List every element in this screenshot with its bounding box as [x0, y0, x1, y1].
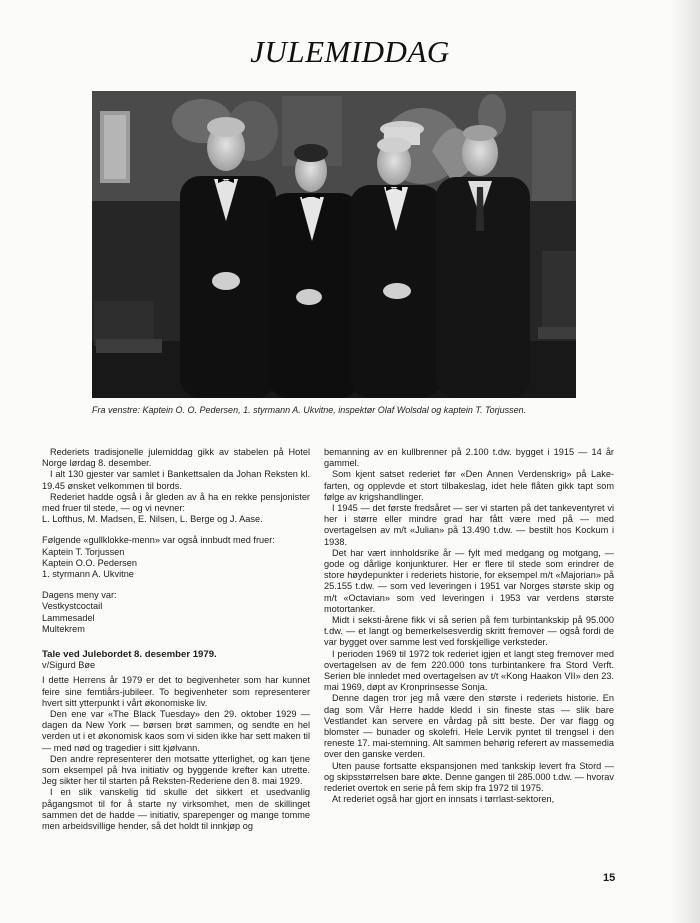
body-paragraph: I 1945 — det første fredsåret — ser vi starten på det tankeventyret vi her i større eller mindre grad har fått være med på — med overtagelsen av m/t «Julian» på 13.490 t.dw. — bestilt hos Kockum i 1938.: [324, 503, 614, 547]
left-column: [42, 447, 310, 832]
body-paragraph: Som kjent satset rederiet før «Den Annen Verdenskrig» på Lake-farten, og opplevde et stort tilbakeslag, idet hele flåten gikk tapt som følge av krigshandlinger.: [324, 469, 614, 502]
menu-item: Vestkystcoctail: [42, 601, 103, 612]
speech-paragraph: I en slik vanskelig tid skulle det sikkert et usedvanlig pågangsmot til for å starte ny virksomhet, men de skillinget sammen det de hadde — initiativ, sparepenger og mange tomme men arbeidsvillige hender, så det holdt til innkjøp og: [42, 787, 310, 832]
menu-item: Lammesadel: [42, 612, 95, 623]
gullklokke-item: Kaptein O.O. Pedersen: [42, 557, 137, 568]
body-paragraph: Midt i seksti-årene fikk vi så serien på fem turbintankskip på 95.000 t.dw. — et langt og bemerkelsesverdig skritt fremover — også fordi de var bygget over samme lest ved forskjellige verksteder.: [324, 615, 614, 648]
photo-caption: Fra venstre: Kaptein O. O. Pedersen, 1. styrmann A. Ukvitne, inspektør Olaf Wolsdal og kaptein T. Torjussen.: [92, 405, 527, 415]
intro-paragraph: I alt 130 gjester var samlet i Bankettsalen da Johan Reksten kl. 19.45 ønsket velkommen til bords.: [42, 469, 310, 491]
page-title: JULEMIDDAG: [250, 34, 450, 69]
speech-title: Tale ved Julebordet 8. desember 1979.: [42, 649, 217, 661]
body-paragraph: Uten pause fortsatte ekspansjonen med tankskip levert fra Stord — og skipsstørrelsen bare økte. Denne gangen til 285.000 t.dw. — hvorav rederiet overtok en serie på fem skip fra 1972 til 1975.: [324, 760, 614, 794]
gullklokke-intro: Følgende «gullklokke-menn» var også innbudt med fruer:: [42, 535, 275, 546]
intro-paragraph: Rederiet hadde også i år gleden av å ha en rekke pensjonister med fruer til stede, — og vi nevner:: [42, 491, 310, 514]
body-paragraph: Det har vært innholdsrike år — fylt med medgang og motgang, — gode og dårlige konjunkturer. Her er flere til stede som erindrer de store høydepunkter i rederiets historie, for eksempel m/t «Majorian» på 25.155 t.dw. — som ved leveringen i 1951 var Norges største skip og m/t «Octavian» som ved leveringen i 1953 var verdens største motortanker.: [324, 547, 614, 614]
body-paragraph: At rederiet også har gjort en innsats i tørrlast-sektoren,: [332, 794, 555, 805]
body-paragraph: bemanning av en kullbrenner på 2.100 t.dw. bygget i 1915 — 14 år gammel.: [324, 447, 614, 469]
group-photo: [92, 91, 576, 398]
intro-paragraph: Rederiets tradisjonelle julemiddag gikk av stabelen på Hotel Norge lørdag 8. desember.: [42, 447, 310, 469]
speech-author: v/Sigurd Bøe: [42, 660, 96, 671]
right-column: [324, 447, 614, 806]
speech-paragraph: I dette Herrens år 1979 er det to begivenheter som har kunnet feire sine femtiårs-jubileer. To begivenheter som representerer hvert sitt ytterpunkt i vårt økonomiske liv.: [42, 675, 310, 708]
body-paragraph: Denne dagen tror jeg må være den største i rederiets historie. En dag som Vår Herre hadde kledd i sin fineste stas — slik bare Vestlandet kan servere en vårdag på sitt beste. Der var flagg og blomster — bunader og skolefri. Hele Lervik pyntet til trengsel i den reneste 17. mai-stemning. Alt sammen behørig referert av massemedia over den ganske verden.: [324, 693, 614, 760]
page-edge-shadow: [670, 0, 700, 923]
pensioners-list: L. Lofthus, M. Madsen, E. Nilsen, L. Berge og J. Aase.: [42, 514, 263, 525]
menu-label: Dagens meny var:: [42, 590, 117, 601]
speech-paragraph: Den ene var «The Black Tuesday» den 29. oktober 1929 — dagen da New York — børsen brøt sammen, og sendte en hel verden ut i et økonomisk kaos som vi siden ikke har sett maken til — med nød og tragedier i sitt kjølvann.: [42, 709, 310, 753]
gullklokke-item: Kaptein T. Torjussen: [42, 546, 125, 557]
body-paragraph: I perioden 1969 til 1972 tok rederiet igjen et langt steg fremover med overtagelsen av de fem 220.000 tons turbintankere fra Stord Verft. Serien ble innledet med overtagelsen av t/t «Kong Haakon VII» den 23. mai 1969, døpt av Kronprinsesse Sonja.: [324, 648, 614, 693]
group-photo-image: [92, 91, 576, 398]
speech-paragraph: Den andre representerer den motsatte ytterlighet, og kan tjene som eksempel på hva initiativ og byggende krefter kan utrette. Jeg sikter her til starten på Reksten-Rederiene den 8. mai 1929.: [42, 753, 310, 787]
page-number: 15: [603, 872, 616, 884]
gullklokke-item: 1. styrmann A. Ukvitne: [42, 569, 134, 580]
menu-item: Multekrem: [42, 623, 85, 634]
